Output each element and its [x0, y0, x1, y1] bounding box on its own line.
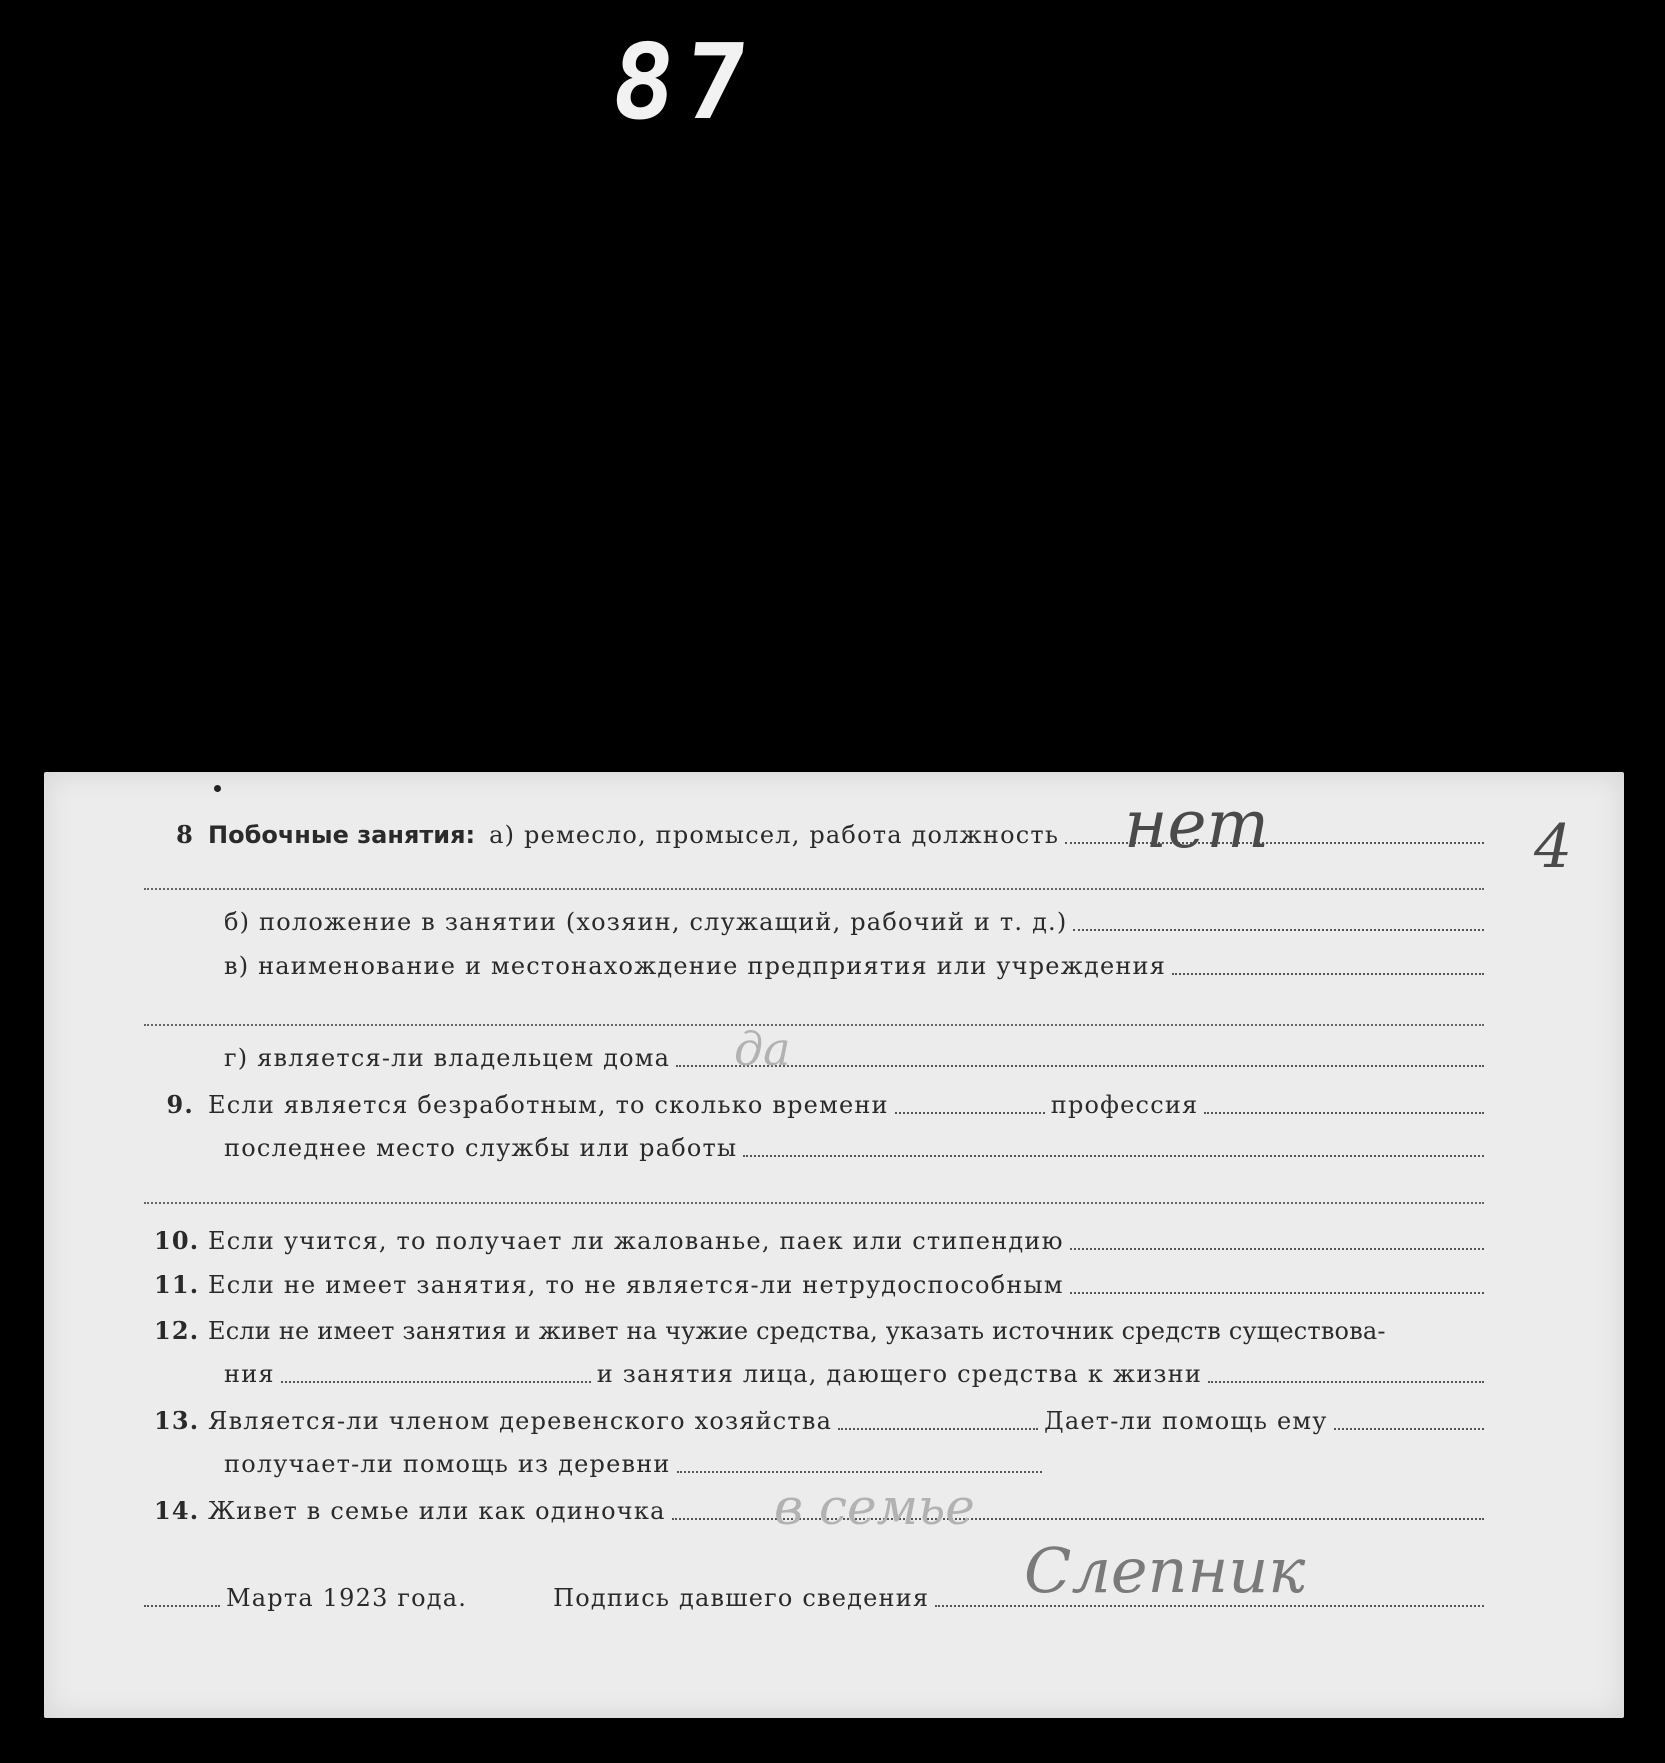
item-12-provider-line [1208, 1381, 1484, 1383]
item-9-row [154, 1090, 1484, 1119]
item-12-row [154, 1316, 1494, 1345]
footer-signature: Слепник [1024, 1534, 1306, 1607]
questionnaire-card [44, 772, 1624, 1718]
item-13-help-line [1334, 1428, 1484, 1430]
item-11-row [154, 1270, 1484, 1299]
item-8v-answer-line [1172, 973, 1484, 975]
item-9-line2-row [224, 1134, 1484, 1162]
item-13-row [154, 1406, 1484, 1435]
item-8g-answer: да [734, 1022, 791, 1076]
item-14-answer: в семье [774, 1478, 975, 1536]
item-12-line2-row [224, 1360, 1484, 1388]
item-9-continuation-line [144, 1202, 1484, 1204]
item-8g-label: г) является-ли владельцем дома [224, 1044, 671, 1072]
item-9-label: Если является безработным, то сколько времени [208, 1091, 889, 1119]
item-12-label: Если не имеет занятия и живет на чужие средства, указать источник средств существова- [208, 1317, 1386, 1345]
item-11-label: Если не имеет занятия, то не является-ли нетрудоспособным [208, 1271, 1064, 1299]
item-9-last-job-label: последнее место службы или работы [224, 1134, 738, 1162]
item-8a-row [174, 820, 1484, 849]
page-mark: 4 [1534, 812, 1573, 882]
item-8g-answer-line [676, 1065, 1484, 1067]
item-8a-label: а) ремесло, промысел, работа должность [489, 821, 1060, 849]
footer-date: Марта 1923 года. [226, 1584, 468, 1612]
item-9-number: 9. [166, 1090, 194, 1119]
item-8b-label: б) положение в занятии (хозяин, служащий, рабочий и т. д.) [224, 908, 1068, 936]
item-10-row [154, 1226, 1484, 1255]
item-9-last-job-line [743, 1155, 1484, 1157]
item-9-profession-line [1204, 1112, 1484, 1114]
item-12-number: 12. [154, 1316, 200, 1345]
item-10-answer-line [1070, 1248, 1484, 1250]
item-10-label: Если учится, то получает ли жалованье, паек или стипендию [208, 1227, 1064, 1255]
item-14-number: 14. [154, 1496, 200, 1525]
item-8a-answer: нет [1124, 786, 1270, 863]
item-8b-row [224, 908, 1484, 936]
item-8g-row [224, 1044, 1484, 1072]
item-14-label: Живет в семье или как одиночка [208, 1497, 666, 1525]
item-13-number: 13. [154, 1406, 200, 1435]
item-8v-label: в) наименование и местонахождение предприятия или учреждения [224, 952, 1167, 980]
item-8-title: Побочные занятия: [208, 821, 476, 849]
item-10-number: 10. [154, 1226, 200, 1255]
item-11-number: 11. [154, 1270, 200, 1299]
item-13-help-label: Дает-ли помощь ему [1044, 1407, 1328, 1435]
frame-number: 87 [605, 21, 764, 143]
item-12-source-line [281, 1381, 591, 1383]
ink-dot [214, 785, 221, 792]
item-8v-row [224, 952, 1484, 980]
item-8-number: 8 [176, 820, 194, 849]
item-8b-answer-line [1073, 929, 1484, 931]
item-13-line2-row [224, 1450, 1042, 1478]
item-12-provider-label: и занятия лица, дающего средства к жизни [596, 1360, 1203, 1388]
item-13-label: Является-ли членом деревенского хозяйства [208, 1407, 833, 1435]
item-8a-continuation-line [144, 888, 1484, 890]
item-11-answer-line [1070, 1292, 1484, 1294]
item-8v-continuation-line [144, 1024, 1484, 1026]
footer-day-line [144, 1605, 220, 1607]
item-9-time-line [895, 1112, 1045, 1114]
item-13-member-line [838, 1428, 1038, 1430]
item-13-receive-help-label: получает-ли помощь из деревни [224, 1450, 671, 1478]
item-13-receive-help-line [677, 1471, 1042, 1473]
item-9-profession-label: профессия [1050, 1091, 1199, 1119]
item-12-line2-start: ния [224, 1360, 275, 1388]
footer-signature-label: Подпись давшего сведения [553, 1584, 930, 1612]
